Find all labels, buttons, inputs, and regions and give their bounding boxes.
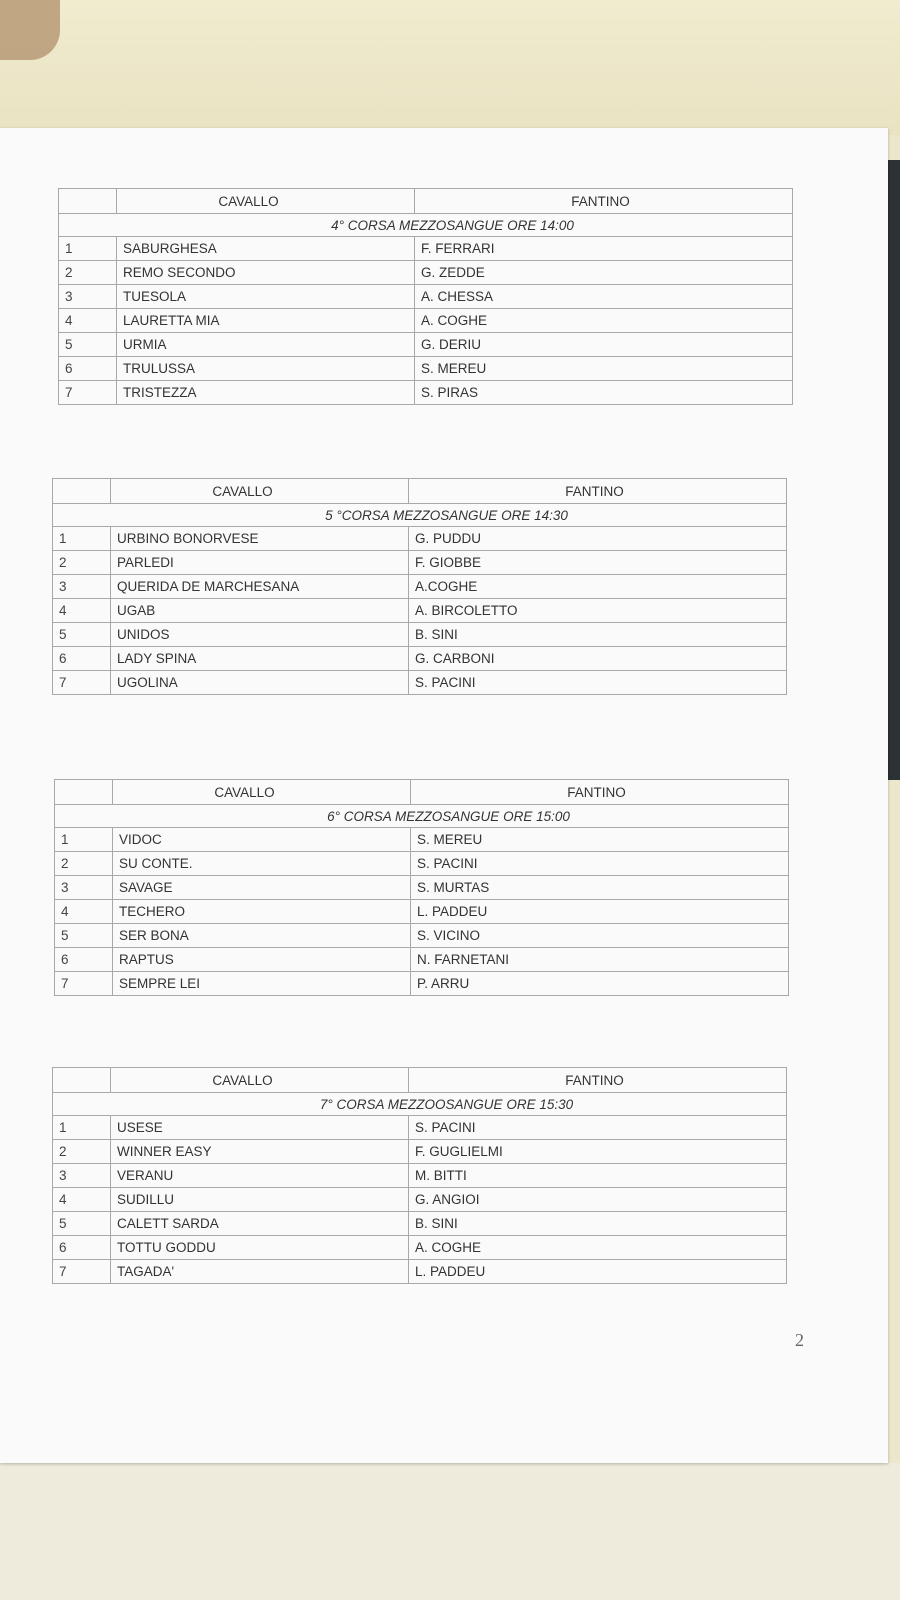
table-header-row xyxy=(55,780,789,805)
race-title: 7° CORSA MEZZOOSANGUE ORE 15:30 xyxy=(53,1093,787,1116)
table-row xyxy=(59,285,793,309)
entry-number: 2 xyxy=(55,852,113,876)
table-row xyxy=(55,972,789,996)
entry-number: 2 xyxy=(59,261,117,285)
table-row xyxy=(53,551,787,575)
jockey-name: S. MURTAS xyxy=(411,876,789,900)
table-row xyxy=(53,1260,787,1284)
jockey-name: A. COGHE xyxy=(415,309,793,333)
entry-number: 4 xyxy=(55,900,113,924)
entry-number: 7 xyxy=(53,1260,111,1284)
entry-number: 1 xyxy=(59,237,117,261)
entry-number: 6 xyxy=(55,948,113,972)
entry-number: 6 xyxy=(59,357,117,381)
table-row xyxy=(53,1116,787,1140)
table-row xyxy=(53,1164,787,1188)
horse-name: SUDILLU xyxy=(111,1188,409,1212)
table-row xyxy=(53,575,787,599)
header-horse: CAVALLO xyxy=(111,1068,409,1093)
jockey-name: A. BIRCOLETTO xyxy=(409,599,787,623)
jockey-name: B. SINI xyxy=(409,1212,787,1236)
horse-name: RAPTUS xyxy=(113,948,411,972)
jockey-name: P. ARRU xyxy=(411,972,789,996)
table-row xyxy=(59,333,793,357)
table-row xyxy=(59,357,793,381)
entry-number: 5 xyxy=(59,333,117,357)
horse-name: WINNER EASY xyxy=(111,1140,409,1164)
entry-number: 1 xyxy=(53,527,111,551)
table-row xyxy=(55,852,789,876)
header-jockey: FANTINO xyxy=(409,479,787,504)
horse-name: VERANU xyxy=(111,1164,409,1188)
header-blank-cell xyxy=(53,479,111,504)
jockey-name: S. VICINO xyxy=(411,924,789,948)
table-header-row xyxy=(59,189,793,214)
page-number: 2 xyxy=(795,1330,804,1350)
entry-number: 3 xyxy=(53,575,111,599)
table-row xyxy=(53,1212,787,1236)
header-jockey: FANTINO xyxy=(409,1068,787,1093)
race-table-5 xyxy=(52,478,787,695)
jockey-name: F. GUGLIELMI xyxy=(409,1140,787,1164)
jockey-name: G. ZEDDE xyxy=(415,261,793,285)
jockey-name: S. PACINI xyxy=(409,1116,787,1140)
header-blank-cell xyxy=(59,189,117,214)
jockey-name: G. DERIU xyxy=(415,333,793,357)
jockey-name: A.COGHE xyxy=(409,575,787,599)
entry-number: 1 xyxy=(53,1116,111,1140)
table-row xyxy=(59,237,793,261)
header-horse: CAVALLO xyxy=(111,479,409,504)
entry-number: 3 xyxy=(55,876,113,900)
desk-surface xyxy=(0,0,900,135)
horse-name: SU CONTE. xyxy=(113,852,411,876)
entry-number: 6 xyxy=(53,1236,111,1260)
horse-name: LADY SPINA xyxy=(111,647,409,671)
race-title: 5 °CORSA MEZZOSANGUE ORE 14:30 xyxy=(53,504,787,527)
jockey-name: F. GIOBBE xyxy=(409,551,787,575)
horse-name: TOTTU GODDU xyxy=(111,1236,409,1260)
entry-number: 1 xyxy=(55,828,113,852)
race-title-row xyxy=(53,1093,787,1116)
table-row xyxy=(59,309,793,333)
entry-number: 7 xyxy=(55,972,113,996)
table-row xyxy=(53,527,787,551)
jockey-name: S. MEREU xyxy=(415,357,793,381)
horse-name: SABURGHESA xyxy=(117,237,415,261)
table-row xyxy=(53,599,787,623)
horse-name: URBINO BONORVESE xyxy=(111,527,409,551)
race-table-7 xyxy=(52,1067,787,1284)
jockey-name: M. BITTI xyxy=(409,1164,787,1188)
entry-number: 4 xyxy=(53,599,111,623)
horse-name: CALETT SARDA xyxy=(111,1212,409,1236)
entry-number: 4 xyxy=(53,1188,111,1212)
header-blank-cell xyxy=(55,780,113,805)
table-row xyxy=(53,1140,787,1164)
entry-number: 3 xyxy=(53,1164,111,1188)
wooden-object xyxy=(0,0,60,60)
entry-number: 7 xyxy=(59,381,117,405)
table-header-row xyxy=(53,479,787,504)
jockey-name: S. PACINI xyxy=(409,671,787,695)
entry-number: 6 xyxy=(53,647,111,671)
header-horse: CAVALLO xyxy=(117,189,415,214)
horse-name: SEMPRE LEI xyxy=(113,972,411,996)
horse-name: URMIA xyxy=(117,333,415,357)
entry-number: 5 xyxy=(53,623,111,647)
horse-name: TRULUSSA xyxy=(117,357,415,381)
table-row xyxy=(53,1236,787,1260)
jockey-name: S. PACINI xyxy=(411,852,789,876)
table-header-row xyxy=(53,1068,787,1093)
race-table-4 xyxy=(58,188,793,405)
horse-name: PARLEDI xyxy=(111,551,409,575)
horse-name: TAGADA' xyxy=(111,1260,409,1284)
horse-name: TRISTEZZA xyxy=(117,381,415,405)
header-jockey: FANTINO xyxy=(411,780,789,805)
table-row xyxy=(59,381,793,405)
horse-name: UGOLINA xyxy=(111,671,409,695)
jockey-name: B. SINI xyxy=(409,623,787,647)
entry-number: 2 xyxy=(53,551,111,575)
header-horse: CAVALLO xyxy=(113,780,411,805)
header-jockey: FANTINO xyxy=(415,189,793,214)
horse-name: SER BONA xyxy=(113,924,411,948)
horse-name: SAVAGE xyxy=(113,876,411,900)
race-title-row xyxy=(55,805,789,828)
entry-number: 3 xyxy=(59,285,117,309)
jockey-name: S. PIRAS xyxy=(415,381,793,405)
table-row xyxy=(53,623,787,647)
jockey-name: F. FERRARI xyxy=(415,237,793,261)
jockey-name: A. CHESSA xyxy=(415,285,793,309)
horse-name: LAURETTA MIA xyxy=(117,309,415,333)
horse-name: REMO SECONDO xyxy=(117,261,415,285)
jockey-name: L. PADDEU xyxy=(409,1260,787,1284)
horse-name: TUESOLA xyxy=(117,285,415,309)
jockey-name: N. FARNETANI xyxy=(411,948,789,972)
table-row xyxy=(55,948,789,972)
jockey-name: G. PUDDU xyxy=(409,527,787,551)
entry-number: 2 xyxy=(53,1140,111,1164)
entry-number: 7 xyxy=(53,671,111,695)
horse-name: UGAB xyxy=(111,599,409,623)
table-row xyxy=(59,261,793,285)
jockey-name: G. CARBONI xyxy=(409,647,787,671)
desk-surface-bottom xyxy=(0,1463,900,1600)
jockey-name: S. MEREU xyxy=(411,828,789,852)
entry-number: 5 xyxy=(55,924,113,948)
table-row xyxy=(53,1188,787,1212)
entry-number: 5 xyxy=(53,1212,111,1236)
horse-name: TECHERO xyxy=(113,900,411,924)
race-title: 6° CORSA MEZZOSANGUE ORE 15:00 xyxy=(55,805,789,828)
race-title: 4° CORSA MEZZOSANGUE ORE 14:00 xyxy=(59,214,793,237)
race-title-row xyxy=(53,504,787,527)
horse-name: VIDOC xyxy=(113,828,411,852)
table-row xyxy=(53,647,787,671)
jockey-name: A. COGHE xyxy=(409,1236,787,1260)
table-row xyxy=(55,924,789,948)
race-table-6 xyxy=(54,779,789,996)
horse-name: QUERIDA DE MARCHESANA xyxy=(111,575,409,599)
horse-name: UNIDOS xyxy=(111,623,409,647)
jockey-name: L. PADDEU xyxy=(411,900,789,924)
table-row xyxy=(53,671,787,695)
race-title-row xyxy=(59,214,793,237)
table-row xyxy=(55,900,789,924)
entry-number: 4 xyxy=(59,309,117,333)
jockey-name: G. ANGIOI xyxy=(409,1188,787,1212)
header-blank-cell xyxy=(53,1068,111,1093)
table-row xyxy=(55,876,789,900)
horse-name: USESE xyxy=(111,1116,409,1140)
table-row xyxy=(55,828,789,852)
